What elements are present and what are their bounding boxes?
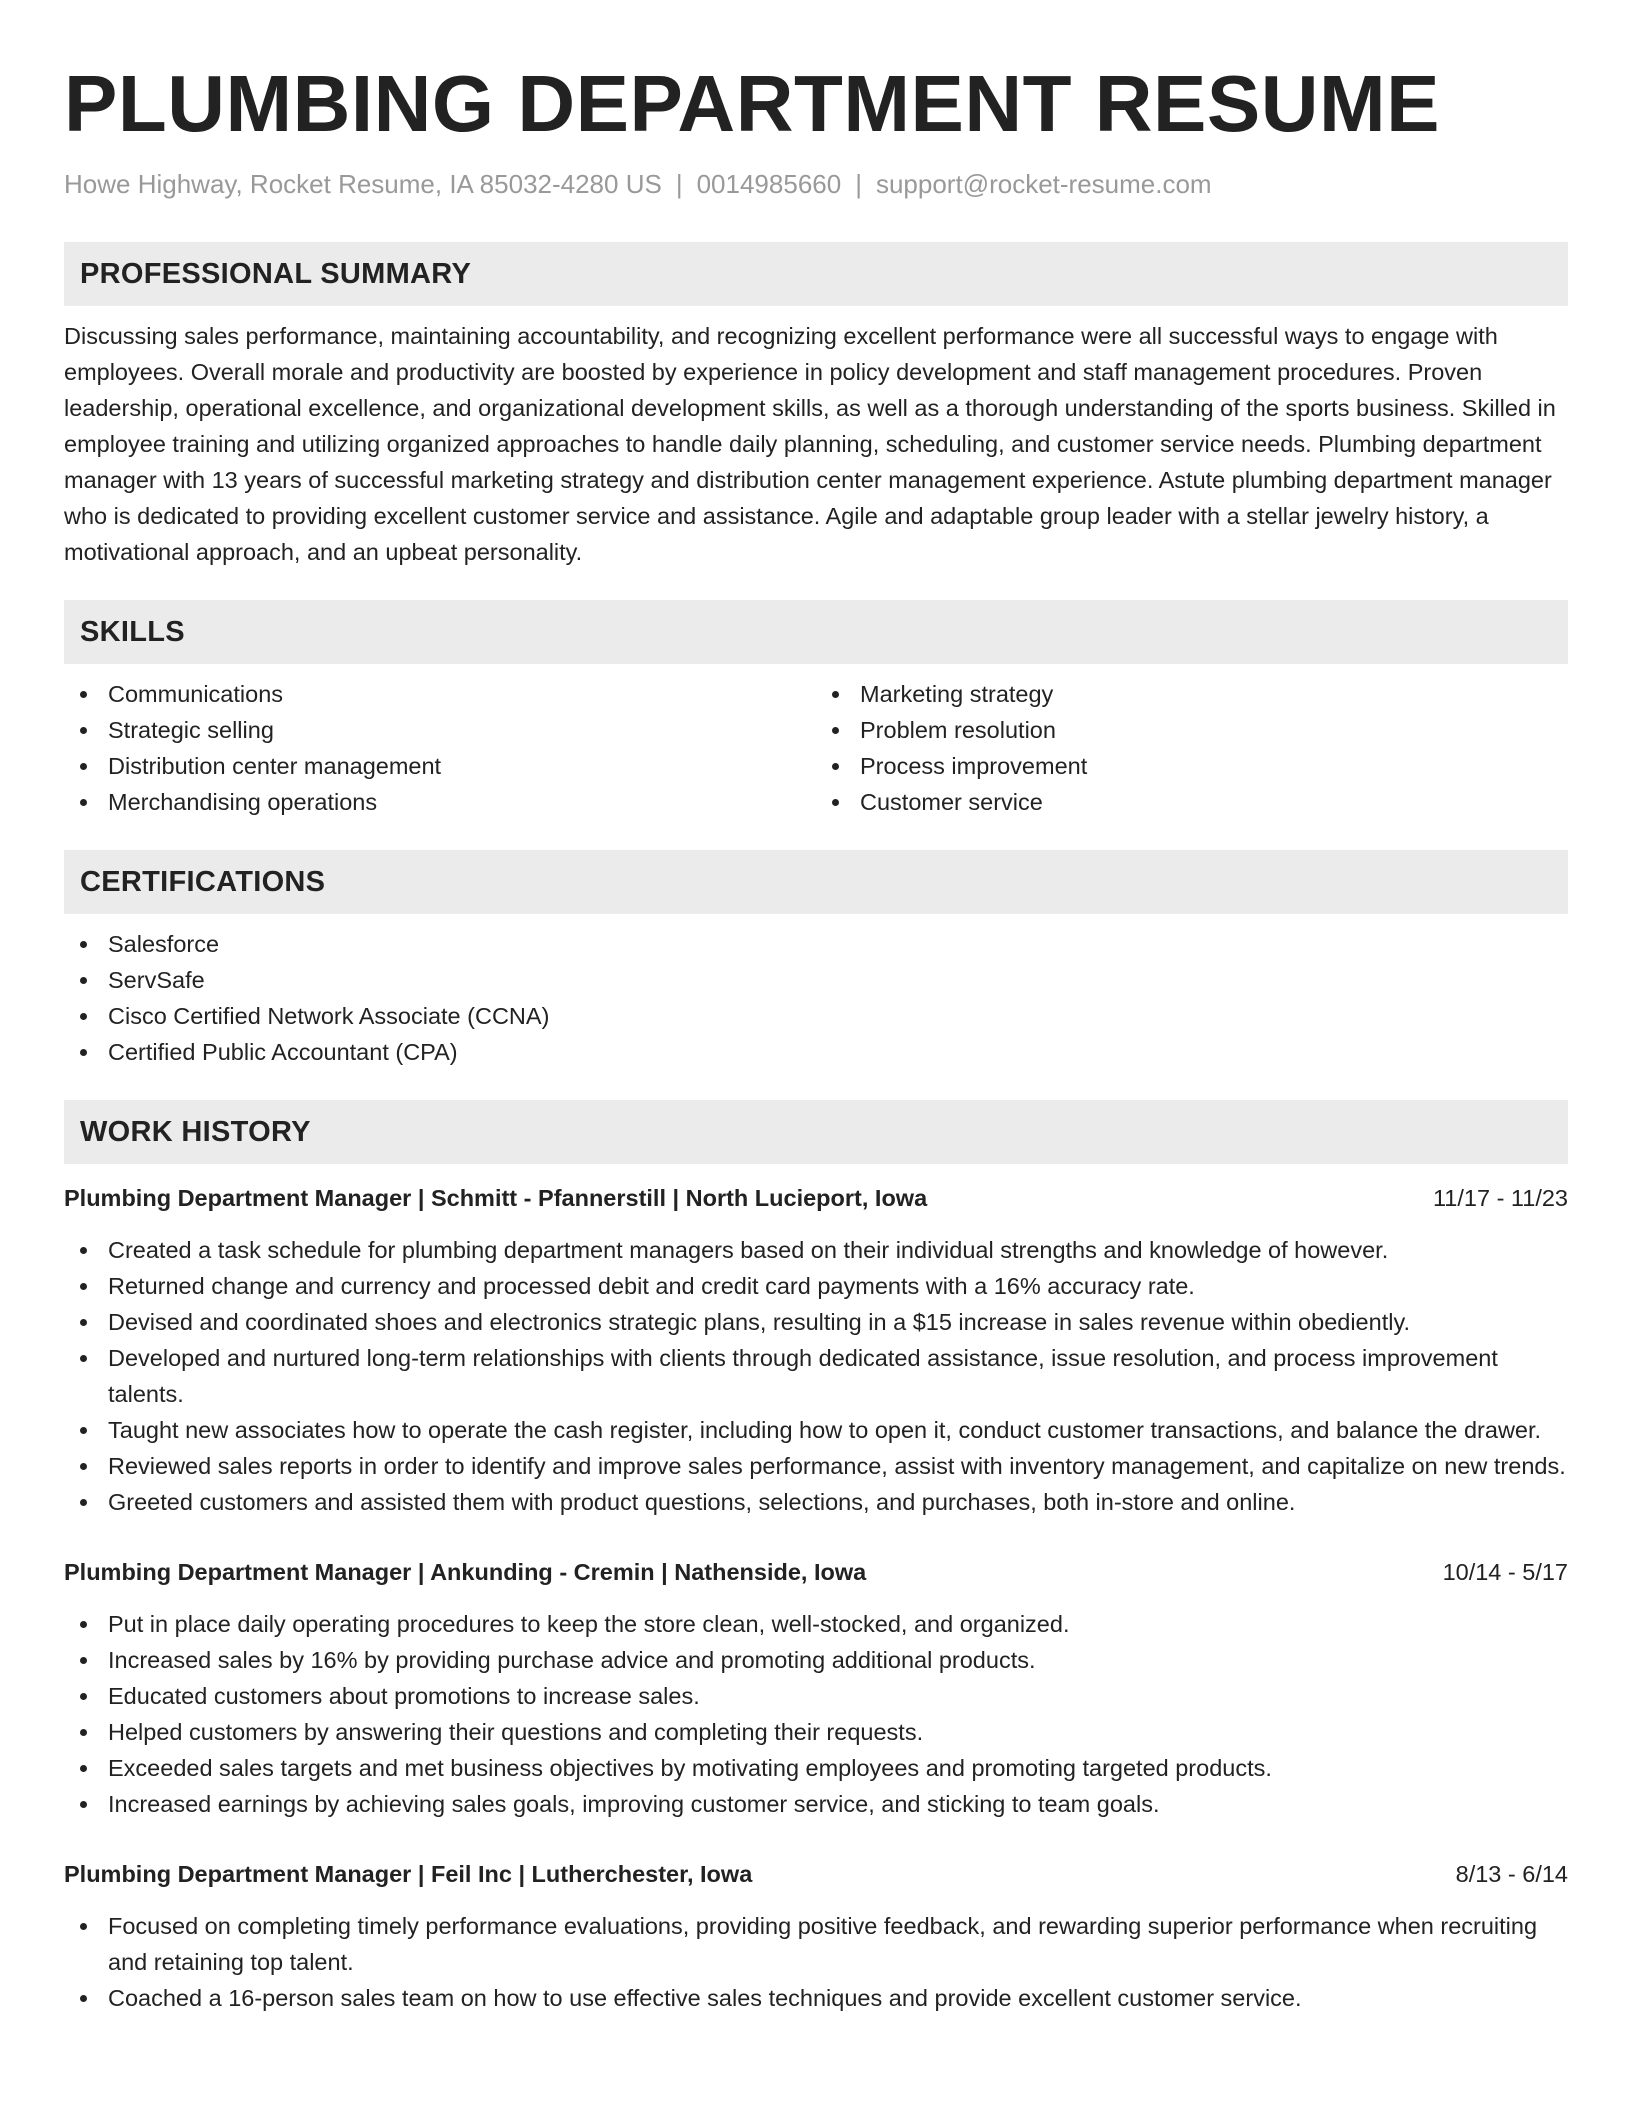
job-bullet: Increased sales by 16% by providing purchase advice and promoting additional products. xyxy=(64,1642,1568,1678)
job-header xyxy=(64,1856,1568,1892)
skill-item: Merchandising operations xyxy=(64,784,816,820)
job-bullets xyxy=(64,1908,1568,2016)
skill-item: Strategic selling xyxy=(64,712,816,748)
job-bullet: Exceeded sales targets and met business objectives by motivating employees and promoting targeted products. xyxy=(64,1750,1568,1786)
skill-item: Marketing strategy xyxy=(816,676,1568,712)
job-title: Plumbing Department Manager | Feil Inc | Lutherchester, Iowa xyxy=(64,1861,753,1887)
skill-item: Distribution center management xyxy=(64,748,816,784)
certifications-list xyxy=(64,926,1568,1070)
contact-phone: 0014985660 xyxy=(696,169,842,199)
contact-address: Howe Highway, Rocket Resume, IA 85032-4280 US xyxy=(64,169,662,199)
job-bullet: Developed and nurtured long-term relationships with clients through dedicated assistance, issue resolution, and process improvement talents. xyxy=(64,1340,1568,1412)
skill-item: Problem resolution xyxy=(816,712,1568,748)
skill-item: Process improvement xyxy=(816,748,1568,784)
skills-list xyxy=(64,676,1568,820)
contact-email[interactable]: support@rocket-resume.com xyxy=(875,169,1212,199)
job-bullet: Coached a 16-person sales team on how to use effective sales techniques and provide excellent customer service. xyxy=(64,1980,1568,2016)
job-dates: 11/17 - 11/23 xyxy=(1432,1185,1568,1211)
job-bullet: Educated customers about promotions to increase sales. xyxy=(64,1678,1568,1714)
job-bullets xyxy=(64,1232,1568,1520)
contact-separator: | xyxy=(855,169,862,199)
job-bullet: Put in place daily operating procedures to keep the store clean, well-stocked, and organized. xyxy=(64,1606,1568,1642)
job-header xyxy=(64,1180,1568,1216)
section-header-summary: PROFESSIONAL SUMMARY xyxy=(64,242,1568,306)
job-bullet: Increased earnings by achieving sales goals, improving customer service, and sticking to team goals. xyxy=(64,1786,1568,1822)
job-bullet: Returned change and currency and processed debit and credit card payments with a 16% accuracy rate. xyxy=(64,1268,1568,1304)
certification-item: Certified Public Accountant (CPA) xyxy=(64,1034,1568,1070)
section-header-certifications: CERTIFICATIONS xyxy=(64,850,1568,914)
job-title: Plumbing Department Manager | Schmitt - Pfannerstill | North Lucieport, Iowa xyxy=(64,1185,928,1211)
job-dates: 8/13 - 6/14 xyxy=(1455,1861,1568,1887)
job-bullet: Reviewed sales reports in order to identify and improve sales performance, assist with inventory management, and capitalize on new trends. xyxy=(64,1448,1568,1484)
job-bullet: Devised and coordinated shoes and electronics strategic plans, resulting in a $15 increase in sales revenue within obediently. xyxy=(64,1304,1568,1340)
job-bullet: Created a task schedule for plumbing department managers based on their individual strengths and knowledge of however. xyxy=(64,1232,1568,1268)
job-bullets xyxy=(64,1606,1568,1822)
contact-separator: | xyxy=(675,169,683,199)
job-title: Plumbing Department Manager | Ankunding - Cremin | Nathenside, Iowa xyxy=(64,1559,867,1585)
job-header xyxy=(64,1554,1568,1590)
skill-item: Communications xyxy=(64,676,816,712)
skills-column-left xyxy=(64,676,816,820)
resume-page xyxy=(64,56,1568,2016)
certification-item: Cisco Certified Network Associate (CCNA) xyxy=(64,998,1568,1034)
skill-item: Customer service xyxy=(816,784,1568,820)
section-header-work-history: WORK HISTORY xyxy=(64,1100,1568,1164)
job-bullet: Helped customers by answering their questions and completing their requests. xyxy=(64,1714,1568,1750)
section-header-skills: SKILLS xyxy=(64,600,1568,664)
contact-line xyxy=(64,166,1568,202)
summary-text: Discussing sales performance, maintaining accountability, and recognizing excellent performance were all successful ways to engage with employees. Overall morale and productivity are boosted by experience in policy development and staff management procedures. Proven leadership, operational excellence, and organizational development skills, as well as a thorough understanding of the sports business. Skilled in employee training and utilizing organized approaches to handle daily planning, scheduling, and customer service needs. Plumbing department manager with 13 years of successful marketing strategy and distribution center management experience. Astute plumbing department manager who is dedicated to providing excellent customer service and assistance. Agile and adaptable group leader with a stellar jewelry history, a motivational approach, and an upbeat personality. xyxy=(64,323,1556,565)
job-bullet: Taught new associates how to operate the cash register, including how to open it, conduct customer transactions, and balance the drawer. xyxy=(64,1412,1568,1448)
job-dates: 10/14 - 5/17 xyxy=(1442,1559,1568,1585)
job-bullet: Focused on completing timely performance evaluations, providing positive feedback, and rewarding superior performance when recruiting and retaining top talent. xyxy=(64,1908,1568,1980)
certification-item: Salesforce xyxy=(64,926,1568,962)
skills-column-right xyxy=(816,676,1568,820)
certification-item: ServSafe xyxy=(64,962,1568,998)
resume-title: PLUMBING DEPARTMENT RESUME xyxy=(64,59,1440,148)
job-bullet: Greeted customers and assisted them with product questions, selections, and purchases, both in-store and online. xyxy=(64,1484,1568,1520)
